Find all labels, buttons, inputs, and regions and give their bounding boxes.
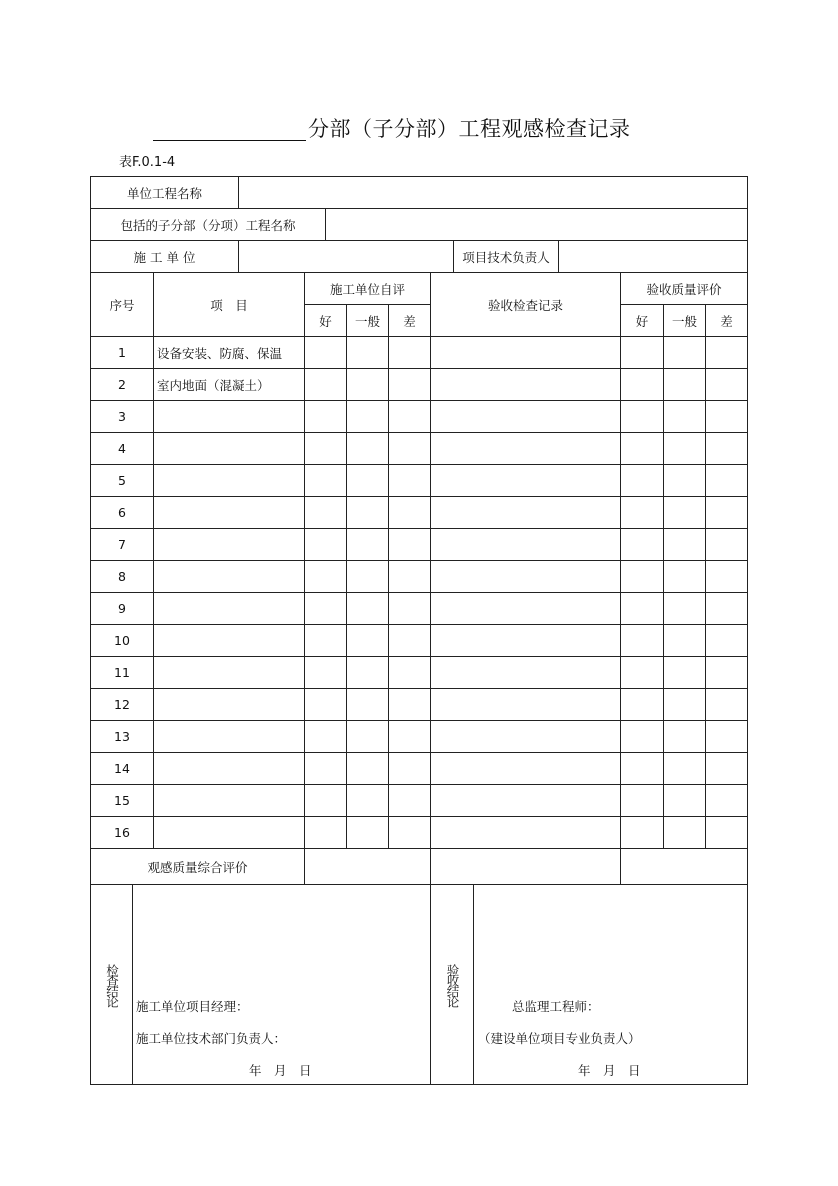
row-14-self-good-cell[interactable] xyxy=(304,752,347,785)
row-3-quality-poor-cell[interactable] xyxy=(705,400,748,433)
row-13-self-good-cell[interactable] xyxy=(304,720,347,753)
row-1-seq-cell: 1 xyxy=(90,336,154,369)
row-16-self-average-cell[interactable] xyxy=(346,816,389,849)
row-15-item-cell xyxy=(153,784,305,817)
row-16-self-good-cell[interactable] xyxy=(304,816,347,849)
row-5-item-cell xyxy=(153,464,305,497)
row-9-self-poor-cell[interactable] xyxy=(388,592,431,625)
row-7-quality-poor-cell[interactable] xyxy=(705,528,748,561)
col-quality-good: 好 xyxy=(620,304,664,337)
date-right: 年 月 日 xyxy=(578,1063,641,1078)
row-11-seq-cell: 11 xyxy=(90,656,154,689)
row-13-item-cell xyxy=(153,720,305,753)
row-2-quality-poor-cell[interactable] xyxy=(705,368,748,401)
row-15-quality-good-cell[interactable] xyxy=(620,784,664,817)
row-15-quality-poor-cell[interactable] xyxy=(705,784,748,817)
row-12-seq-cell: 12 xyxy=(90,688,154,721)
row-9-quality-average-cell[interactable] xyxy=(663,592,706,625)
sub-project-name-label: 包括的子分部（分项）工程名称 xyxy=(90,208,326,241)
row-6-record-cell[interactable] xyxy=(430,496,621,529)
row-14-seq-cell: 14 xyxy=(90,752,154,785)
row-12-item-cell xyxy=(153,688,305,721)
row-1-quality-poor-cell[interactable] xyxy=(705,336,748,369)
row-11-self-good-cell[interactable] xyxy=(304,656,347,689)
row-6-quality-average-cell[interactable] xyxy=(663,496,706,529)
col-quality-eval-header: 验收质量评价 xyxy=(620,272,748,305)
row-3-seq-cell: 3 xyxy=(90,400,154,433)
unit-project-name-field[interactable] xyxy=(238,176,748,209)
date-left: 年 月 日 xyxy=(249,1063,312,1078)
row-13-seq-cell: 13 xyxy=(90,720,154,753)
row-11-item-cell xyxy=(153,656,305,689)
row-14-quality-average-cell[interactable] xyxy=(663,752,706,785)
row-5-record-cell[interactable] xyxy=(430,464,621,497)
summary-label: 观感质量综合评价 xyxy=(90,848,305,885)
col-quality-poor: 差 xyxy=(705,304,748,337)
construction-unit-field[interactable] xyxy=(238,240,454,273)
row-5-quality-good-cell[interactable] xyxy=(620,464,664,497)
row-12-record-cell[interactable] xyxy=(430,688,621,721)
row-10-quality-average-cell[interactable] xyxy=(663,624,706,657)
row-5-quality-average-cell[interactable] xyxy=(663,464,706,497)
summary-record-field[interactable] xyxy=(430,848,621,885)
row-10-self-poor-cell[interactable] xyxy=(388,624,431,657)
col-quality-average: 一般 xyxy=(663,304,706,337)
row-7-self-average-cell[interactable] xyxy=(346,528,389,561)
row-9-quality-good-cell[interactable] xyxy=(620,592,664,625)
row-14-item-cell xyxy=(153,752,305,785)
row-9-record-cell[interactable] xyxy=(430,592,621,625)
row-15-self-poor-cell[interactable] xyxy=(388,784,431,817)
tech-lead-field[interactable] xyxy=(558,240,748,273)
row-16-seq-cell: 16 xyxy=(90,816,154,849)
col-self-eval-header: 施工单位自评 xyxy=(304,272,431,305)
row-4-seq-cell: 4 xyxy=(90,432,154,465)
form-number: 表F.0.1-4 xyxy=(119,155,176,170)
row-4-self-average-cell[interactable] xyxy=(346,432,389,465)
row-1-quality-average-cell[interactable] xyxy=(663,336,706,369)
row-16-quality-good-cell[interactable] xyxy=(620,816,664,849)
row-10-self-average-cell[interactable] xyxy=(346,624,389,657)
pm-label: 施工单位项目经理： xyxy=(136,999,249,1014)
row-11-quality-average-cell[interactable] xyxy=(663,656,706,689)
row-6-item-cell xyxy=(153,496,305,529)
row-8-self-average-cell[interactable] xyxy=(346,560,389,593)
row-14-record-cell[interactable] xyxy=(430,752,621,785)
row-12-self-good-cell[interactable] xyxy=(304,688,347,721)
col-seq-header: 序号 xyxy=(90,272,154,337)
tech-lead-label: 项目技术负责人 xyxy=(453,240,559,273)
row-15-self-good-cell[interactable] xyxy=(304,784,347,817)
row-6-self-average-cell[interactable] xyxy=(346,496,389,529)
row-13-self-average-cell[interactable] xyxy=(346,720,389,753)
row-12-quality-poor-cell[interactable] xyxy=(705,688,748,721)
summary-self-field[interactable] xyxy=(304,848,431,885)
row-3-quality-good-cell[interactable] xyxy=(620,400,664,433)
row-16-record-cell[interactable] xyxy=(430,816,621,849)
row-16-item-cell xyxy=(153,816,305,849)
row-14-quality-poor-cell[interactable] xyxy=(705,752,748,785)
row-11-self-poor-cell[interactable] xyxy=(388,656,431,689)
row-15-seq-cell: 15 xyxy=(90,784,154,817)
row-10-quality-good-cell[interactable] xyxy=(620,624,664,657)
row-7-record-cell[interactable] xyxy=(430,528,621,561)
row-6-quality-poor-cell[interactable] xyxy=(705,496,748,529)
row-2-quality-average-cell[interactable] xyxy=(663,368,706,401)
row-9-seq-cell: 9 xyxy=(90,592,154,625)
row-9-self-average-cell[interactable] xyxy=(346,592,389,625)
tech-dept-label: 施工单位技术部门负责人： xyxy=(136,1031,287,1046)
check-conclusion-label-cell xyxy=(90,884,133,1085)
row-2-record-cell[interactable] xyxy=(430,368,621,401)
row-7-quality-good-cell[interactable] xyxy=(620,528,664,561)
row-4-self-good-cell[interactable] xyxy=(304,432,347,465)
row-15-self-average-cell[interactable] xyxy=(346,784,389,817)
row-10-quality-poor-cell[interactable] xyxy=(705,624,748,657)
accept-conclusion-label-cell xyxy=(430,884,474,1085)
row-2-self-average-cell[interactable] xyxy=(346,368,389,401)
row-1-self-poor-cell[interactable] xyxy=(388,336,431,369)
row-2-item-cell: 室内地面（混凝土） xyxy=(153,368,305,401)
row-8-item-cell xyxy=(153,560,305,593)
row-12-self-poor-cell[interactable] xyxy=(388,688,431,721)
row-2-seq-cell: 2 xyxy=(90,368,154,401)
row-12-quality-good-cell[interactable] xyxy=(620,688,664,721)
title-blank-line xyxy=(153,140,306,141)
row-8-record-cell[interactable] xyxy=(430,560,621,593)
row-13-quality-average-cell[interactable] xyxy=(663,720,706,753)
row-7-self-good-cell[interactable] xyxy=(304,528,347,561)
row-14-self-average-cell[interactable] xyxy=(346,752,389,785)
row-1-self-good-cell[interactable] xyxy=(304,336,347,369)
row-5-self-poor-cell[interactable] xyxy=(388,464,431,497)
row-6-self-good-cell[interactable] xyxy=(304,496,347,529)
row-7-seq-cell: 7 xyxy=(90,528,154,561)
row-8-quality-poor-cell[interactable] xyxy=(705,560,748,593)
row-11-quality-good-cell[interactable] xyxy=(620,656,664,689)
row-1-item-cell: 设备安装、防腐、保温 xyxy=(153,336,305,369)
accept-conclusion-field[interactable] xyxy=(473,884,748,1085)
row-1-record-cell[interactable] xyxy=(430,336,621,369)
row-4-self-poor-cell[interactable] xyxy=(388,432,431,465)
row-9-quality-poor-cell[interactable] xyxy=(705,592,748,625)
row-16-self-poor-cell[interactable] xyxy=(388,816,431,849)
row-11-record-cell[interactable] xyxy=(430,656,621,689)
row-13-quality-good-cell[interactable] xyxy=(620,720,664,753)
row-2-self-poor-cell[interactable] xyxy=(388,368,431,401)
row-16-quality-average-cell[interactable] xyxy=(663,816,706,849)
row-4-quality-good-cell[interactable] xyxy=(620,432,664,465)
row-7-self-poor-cell[interactable] xyxy=(388,528,431,561)
row-8-self-good-cell[interactable] xyxy=(304,560,347,593)
row-14-self-poor-cell[interactable] xyxy=(388,752,431,785)
col-self-good: 好 xyxy=(304,304,347,337)
row-4-quality-poor-cell[interactable] xyxy=(705,432,748,465)
page-title: 分部（子分部）工程观感检查记录 xyxy=(308,117,631,141)
row-11-quality-poor-cell[interactable] xyxy=(705,656,748,689)
row-12-quality-average-cell[interactable] xyxy=(663,688,706,721)
row-2-quality-good-cell[interactable] xyxy=(620,368,664,401)
row-15-record-cell[interactable] xyxy=(430,784,621,817)
row-15-quality-average-cell[interactable] xyxy=(663,784,706,817)
row-4-item-cell xyxy=(153,432,305,465)
summary-quality-field[interactable] xyxy=(620,848,748,885)
accept-conclusion-label: 验收结论 xyxy=(445,963,460,1006)
row-5-self-good-cell[interactable] xyxy=(304,464,347,497)
row-5-self-average-cell[interactable] xyxy=(346,464,389,497)
owner-rep-label: （建设单位项目专业负责人） xyxy=(478,1031,641,1046)
row-3-self-poor-cell[interactable] xyxy=(388,400,431,433)
row-9-item-cell xyxy=(153,592,305,625)
row-12-self-average-cell[interactable] xyxy=(346,688,389,721)
row-2-self-good-cell[interactable] xyxy=(304,368,347,401)
row-4-record-cell[interactable] xyxy=(430,432,621,465)
row-8-self-poor-cell[interactable] xyxy=(388,560,431,593)
row-3-record-cell[interactable] xyxy=(430,400,621,433)
construction-unit-label: 施 工 单 位 xyxy=(90,240,239,273)
row-13-record-cell[interactable] xyxy=(430,720,621,753)
row-3-self-good-cell[interactable] xyxy=(304,400,347,433)
row-4-quality-average-cell[interactable] xyxy=(663,432,706,465)
row-13-quality-poor-cell[interactable] xyxy=(705,720,748,753)
row-10-self-good-cell[interactable] xyxy=(304,624,347,657)
sub-project-name-field[interactable] xyxy=(325,208,748,241)
row-3-quality-average-cell[interactable] xyxy=(663,400,706,433)
col-self-poor: 差 xyxy=(388,304,431,337)
check-conclusion-label: 检查结论 xyxy=(104,963,120,1006)
row-1-quality-good-cell[interactable] xyxy=(620,336,664,369)
row-8-seq-cell: 8 xyxy=(90,560,154,593)
chief-engineer-label: 总监理工程师： xyxy=(512,999,600,1014)
row-10-record-cell[interactable] xyxy=(430,624,621,657)
col-item-header: 项 目 xyxy=(153,272,305,337)
col-self-average: 一般 xyxy=(346,304,389,337)
row-16-quality-poor-cell[interactable] xyxy=(705,816,748,849)
row-3-self-average-cell[interactable] xyxy=(346,400,389,433)
unit-project-name-label: 单位工程名称 xyxy=(90,176,239,209)
row-6-seq-cell: 6 xyxy=(90,496,154,529)
row-3-item-cell xyxy=(153,400,305,433)
row-10-seq-cell: 10 xyxy=(90,624,154,657)
row-10-item-cell xyxy=(153,624,305,657)
row-13-self-poor-cell[interactable] xyxy=(388,720,431,753)
row-5-quality-poor-cell[interactable] xyxy=(705,464,748,497)
row-6-self-poor-cell[interactable] xyxy=(388,496,431,529)
row-14-quality-good-cell[interactable] xyxy=(620,752,664,785)
row-5-seq-cell: 5 xyxy=(90,464,154,497)
row-1-self-average-cell[interactable] xyxy=(346,336,389,369)
row-9-self-good-cell[interactable] xyxy=(304,592,347,625)
col-record-header: 验收检查记录 xyxy=(430,272,621,337)
row-6-quality-good-cell[interactable] xyxy=(620,496,664,529)
row-8-quality-good-cell[interactable] xyxy=(620,560,664,593)
row-11-self-average-cell[interactable] xyxy=(346,656,389,689)
check-conclusion-field[interactable] xyxy=(132,884,431,1085)
row-7-quality-average-cell[interactable] xyxy=(663,528,706,561)
row-7-item-cell xyxy=(153,528,305,561)
row-8-quality-average-cell[interactable] xyxy=(663,560,706,593)
